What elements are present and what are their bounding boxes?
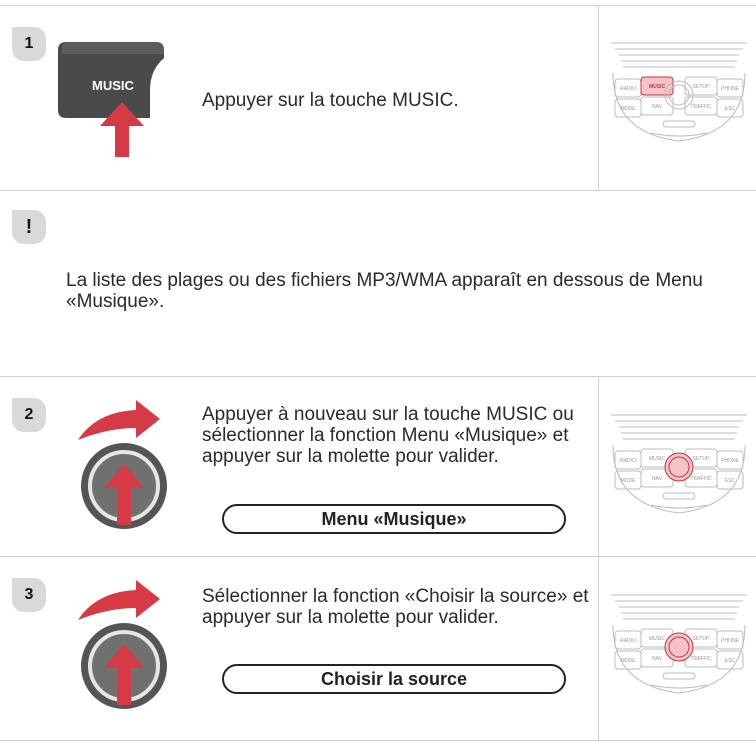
panel-music-label: MUSIC: [648, 456, 666, 462]
panel-traffic-label: TRAFFIC: [690, 476, 712, 482]
step-3-instruction: Sélectionner la fonction «Choisir la source» et appuyer sur la molette pour valider.: [202, 586, 589, 628]
panel-nav-label: NAV: [652, 656, 662, 662]
panel-setup-label: SETUP: [692, 84, 710, 90]
panel-mode-label: MODE: [620, 478, 636, 484]
panel-radio-label: RADIO: [620, 86, 636, 92]
note-warning-badge: !: [12, 210, 46, 244]
rotary-knob-icon: [74, 400, 174, 530]
choisir-source-option: Choisir la source: [222, 664, 566, 694]
control-panel-illustration: [611, 43, 747, 145]
panel-phone-label: PHONE: [721, 638, 739, 644]
panel-mode-label: MODE: [620, 106, 636, 112]
panel-esc-label: ESC: [724, 478, 736, 484]
section-divider: [0, 376, 756, 377]
panel-phone-label: PHONE: [721, 458, 739, 464]
panel-setup-label: SETUP: [692, 636, 710, 642]
panel-phone-label: PHONE: [721, 86, 739, 92]
panel-traffic-label: TRAFFIC: [690, 104, 712, 110]
step-1-instruction: Appuyer sur la touche MUSIC.: [202, 90, 459, 111]
panel-setup-label: SETUP: [692, 456, 710, 462]
step-2-instruction: Appuyer à nouveau sur la touche MUSIC ou sélectionner la fonction Menu «Musique» et appuyer sur la molette pour valider.: [202, 404, 574, 467]
panel-nav-label: NAV: [652, 104, 662, 110]
music-key-label: MUSIC: [92, 78, 134, 93]
column-divider: [598, 376, 599, 740]
step-number-badge: 2: [12, 398, 46, 432]
menu-musique-option: Menu «Musique»: [222, 504, 566, 534]
panel-esc-label: ESC: [724, 658, 736, 664]
control-panel-illustration: [611, 415, 747, 517]
panel-nav-label: NAV: [652, 476, 662, 482]
column-divider: [598, 5, 599, 190]
panel-traffic-label: TRAFFIC: [690, 656, 712, 662]
section-divider: [0, 5, 756, 6]
panel-music-label: MUSIC: [648, 636, 666, 642]
rotary-knob-icon: [74, 580, 174, 710]
note-text: La liste des plages ou des fichiers MP3/WMA apparaît en dessous de Menu «Musique».: [66, 270, 703, 312]
section-divider: [0, 190, 756, 191]
music-key-icon: [58, 40, 188, 160]
section-divider: [0, 740, 756, 741]
panel-radio-label: RADIO: [620, 638, 636, 644]
section-divider: [0, 556, 756, 557]
panel-esc-label: ESC: [724, 106, 736, 112]
panel-radio-label: RADIO: [620, 458, 636, 464]
panel-mode-label: MODE: [620, 658, 636, 664]
control-panel-illustration: [611, 595, 747, 697]
step-number-badge: 1: [12, 27, 46, 61]
panel-music-label: MUSIC: [648, 84, 666, 90]
step-number-badge: 3: [12, 578, 46, 612]
